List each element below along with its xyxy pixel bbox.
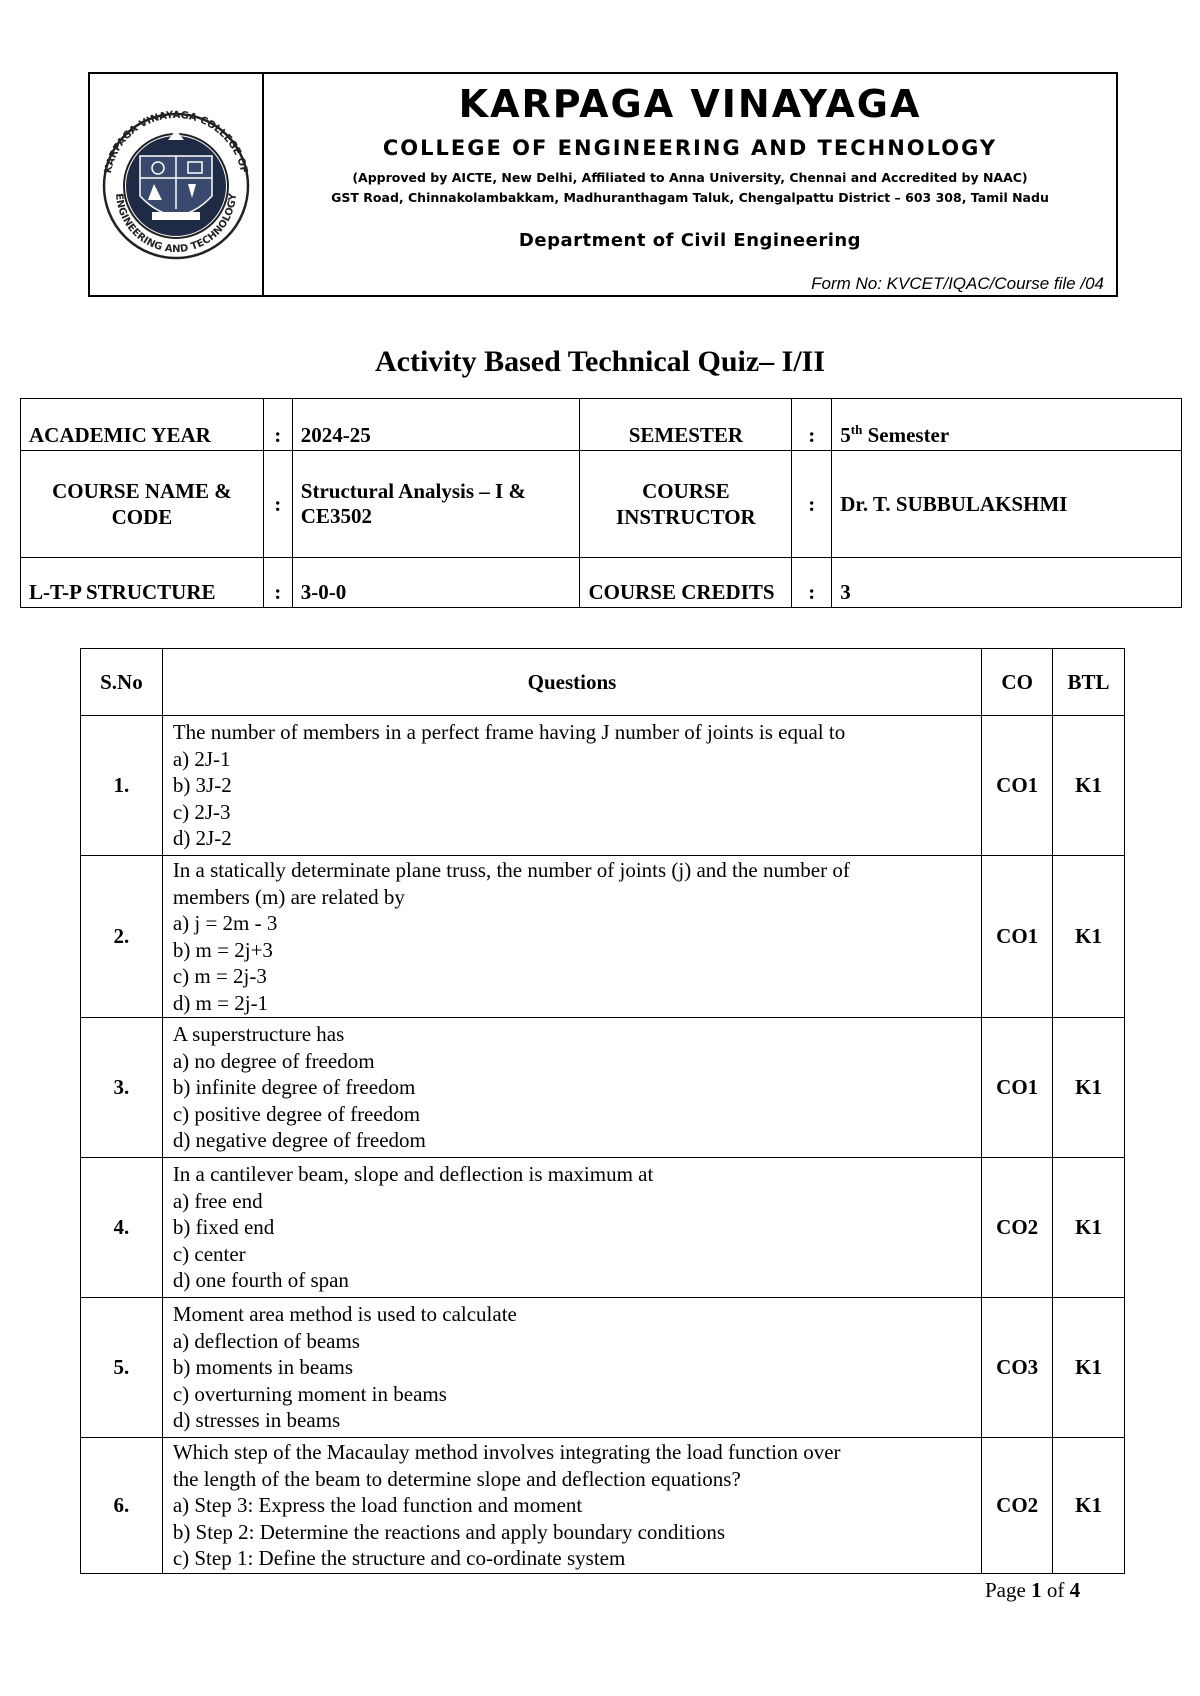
colon: : xyxy=(792,451,832,558)
seal-text-top: KARPAGA VINAYAGA COLLEGE OF xyxy=(102,109,250,175)
course-outcome: CO1 xyxy=(982,1018,1053,1158)
course-outcome: CO1 xyxy=(982,856,1053,1018)
ltp-value: 3-0-0 xyxy=(292,558,580,608)
page-footer xyxy=(985,1578,1080,1603)
question-line: a) Step 3: Express the load function and moment xyxy=(172,1493,583,1518)
question-number: 5. xyxy=(81,1298,163,1438)
question-number: 2. xyxy=(81,856,163,1018)
question-line: a) no degree of freedom xyxy=(172,1048,375,1073)
header-questions: Questions xyxy=(162,649,981,716)
bloom-level: K1 xyxy=(1053,1438,1125,1574)
seal-text-bottom: ENGINEERING AND TECHNOLOGY xyxy=(112,192,240,256)
question-text xyxy=(162,1018,981,1158)
info-row-academic xyxy=(21,399,1182,451)
question-text xyxy=(162,716,981,856)
course-outcome: CO3 xyxy=(982,1298,1053,1438)
question-line: d) 2J-2 xyxy=(172,826,232,851)
academic-year-label: ACADEMIC YEAR xyxy=(21,399,264,451)
question-line: a) free end xyxy=(172,1188,263,1213)
form-number: Form No: KVCET/IQAC/Course file /04 xyxy=(811,274,1104,293)
header-sno: S.No xyxy=(81,649,163,716)
ltp-label: L-T-P STRUCTURE xyxy=(21,558,264,608)
bloom-level: K1 xyxy=(1053,1018,1125,1158)
academic-year-value: 2024-25 xyxy=(292,399,580,451)
question-number: 6. xyxy=(81,1438,163,1574)
header-btl: BTL xyxy=(1053,649,1125,716)
question-line: d) negative degree of freedom xyxy=(172,1128,426,1153)
colon: : xyxy=(792,558,832,608)
logo-cell xyxy=(90,74,264,295)
semester-word: Semester xyxy=(862,423,950,447)
question-line: a) j = 2m - 3 xyxy=(172,911,278,935)
question-text xyxy=(162,1298,981,1438)
question-line: b) infinite degree of freedom xyxy=(172,1075,416,1100)
question-text xyxy=(162,1158,981,1298)
address-line: GST Road, Chinnakolambakkam, Madhuranthagam Taluk, Chengalpattu District – 603 308, Tamil Nadu xyxy=(331,190,1049,205)
question-line: a) deflection of beams xyxy=(172,1328,360,1353)
colon: : xyxy=(792,399,832,451)
course-name-line1: Structural Analysis – I & xyxy=(300,479,526,503)
question-line: c) overturning moment in beams xyxy=(172,1381,447,1406)
question-text xyxy=(162,1438,981,1574)
info-row-ltp xyxy=(21,558,1182,608)
question-row xyxy=(81,1158,1125,1298)
question-line: b) m = 2j+3 xyxy=(172,937,273,962)
total-pages: 4 xyxy=(1069,1578,1081,1602)
course-name-value xyxy=(292,451,580,558)
credits-value: 3 xyxy=(832,558,1182,608)
question-number: 1. xyxy=(81,716,163,856)
question-number: 3. xyxy=(81,1018,163,1158)
question-number: 4. xyxy=(81,1158,163,1298)
question-stem: Which step of the Macaulay method involves integrating the load function over xyxy=(172,1440,841,1465)
question-row xyxy=(81,1298,1125,1438)
question-line: d) stresses in beams xyxy=(172,1408,341,1433)
colon: : xyxy=(263,451,292,558)
semester-value xyxy=(832,399,1182,451)
question-stem: A superstructure has xyxy=(172,1022,345,1047)
bloom-level: K1 xyxy=(1053,716,1125,856)
question-stem: The number of members in a perfect frame having J number of joints is equal to xyxy=(172,720,846,745)
letterhead xyxy=(88,72,1118,297)
page-word: Page xyxy=(985,1578,1032,1602)
question-row xyxy=(81,1438,1125,1574)
question-line: b) moments in beams xyxy=(172,1355,354,1380)
questions-table xyxy=(80,648,1125,1574)
question-line: c) center xyxy=(172,1241,246,1266)
instructor-label-line1: COURSE xyxy=(642,479,730,503)
course-info-table xyxy=(20,398,1182,608)
course-name-label-line1: COURSE NAME & xyxy=(52,479,232,503)
bloom-level: K1 xyxy=(1053,1298,1125,1438)
question-row xyxy=(81,856,1125,1018)
question-line: c) m = 2j-3 xyxy=(172,964,267,988)
page-number: 1 xyxy=(1031,1578,1042,1602)
department-name: Department of Civil Engineering xyxy=(518,230,862,251)
question-line: b) Step 2: Determine the reactions and apply boundary conditions xyxy=(172,1519,726,1544)
college-name: KARPAGA VINAYAGA xyxy=(458,82,922,126)
question-line: the length of the beam to determine slope and deflection equations? xyxy=(172,1466,741,1491)
info-row-course xyxy=(21,451,1182,558)
of-word: of xyxy=(1041,1578,1070,1602)
college-subtitle: COLLEGE OF ENGINEERING AND TECHNOLOGY xyxy=(382,136,998,160)
question-line: d) m = 2j-1 xyxy=(172,990,269,1015)
bloom-level: K1 xyxy=(1053,856,1125,1018)
semester-suffix: th xyxy=(850,422,863,437)
colon: : xyxy=(263,399,292,451)
letterhead-text xyxy=(264,74,1116,295)
course-name-label xyxy=(21,451,264,558)
questions-body xyxy=(81,716,1125,1574)
instructor-label xyxy=(580,451,792,558)
header-co: CO xyxy=(982,649,1053,716)
semester-number: 5 xyxy=(840,423,851,447)
instructor-label-line2: INSTRUCTOR xyxy=(616,505,756,529)
colon: : xyxy=(263,558,292,608)
question-row xyxy=(81,1018,1125,1158)
course-name-label-line2: CODE xyxy=(111,505,173,529)
question-stem: In a statically determinate plane truss, the number of joints (j) and the number of xyxy=(172,858,850,882)
semester-label: SEMESTER xyxy=(580,399,792,451)
question-row xyxy=(81,716,1125,856)
question-line: c) positive degree of freedom xyxy=(172,1101,421,1126)
question-line: c) 2J-3 xyxy=(172,799,231,824)
question-line: b) 3J-2 xyxy=(172,773,232,798)
bloom-level: K1 xyxy=(1053,1158,1125,1298)
question-text xyxy=(162,856,981,1018)
question-line: members (m) are related by xyxy=(172,884,405,909)
question-line: d) one fourth of span xyxy=(172,1268,349,1293)
question-line: b) fixed end xyxy=(172,1215,275,1240)
question-stem: Moment area method is used to calculate xyxy=(172,1302,517,1327)
credits-label: COURSE CREDITS xyxy=(580,558,792,608)
course-code: CE3502 xyxy=(300,504,372,528)
course-outcome: CO2 xyxy=(982,1158,1053,1298)
course-outcome: CO1 xyxy=(982,716,1053,856)
question-line: a) 2J-1 xyxy=(172,746,231,771)
course-outcome: CO2 xyxy=(982,1438,1053,1574)
college-seal-icon xyxy=(90,74,262,295)
question-line: c) Step 1: Define the structure and co-ordinate system xyxy=(172,1546,626,1571)
questions-header-row xyxy=(81,649,1125,716)
instructor-value: Dr. T. SUBBULAKSHMI xyxy=(832,451,1182,558)
question-stem: In a cantilever beam, slope and deflection is maximum at xyxy=(172,1162,654,1187)
affiliation-line: (Approved by AICTE, New Delhi, Affiliated to Anna University, Chennai and Accredited by NAAC) xyxy=(352,170,1028,185)
page-title: Activity Based Technical Quiz– I/II xyxy=(374,345,826,378)
